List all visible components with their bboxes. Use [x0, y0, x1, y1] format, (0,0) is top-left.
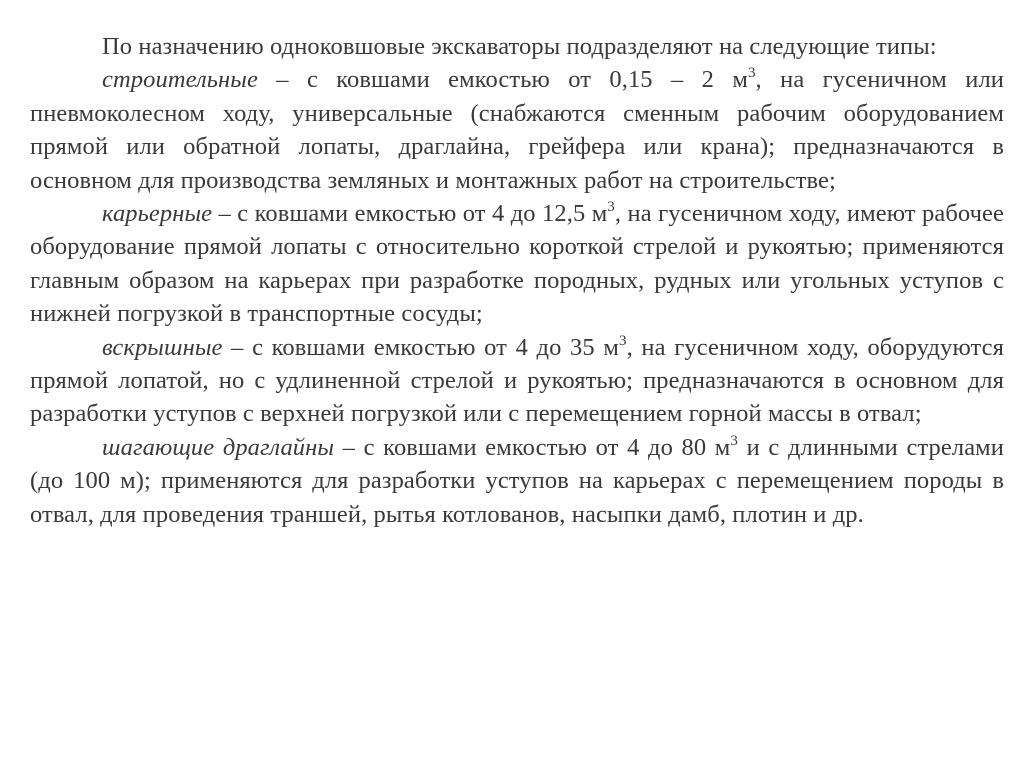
term-quarry: карьерные [102, 200, 213, 228]
paragraph-text: и с длинными стрелами (до 100 м); применяются для разработки уступов на карьерах с перемещением породы в отвал, для проведения траншей, рытья котлованов, насыпки дамб, плотин и др. [30, 433, 1004, 528]
superscript: 3 [747, 65, 756, 82]
paragraph-text: , на гусеничном или пневмоколесном ходу, универсальные (снабжаются сменным рабочим оборудованием прямой или обратной лопаты, драглайна, грейфера или крана); предназначаются в основном для производства земляных и монтажных работ на строительстве; [30, 66, 1004, 194]
paragraph-text: – с ковшами емкостью от 4 до 35 м [222, 333, 619, 361]
paragraph-text: , на гусеничном ходу, оборудуются прямой лопатой, но с удлиненной стрелой и рукоятью; предназначаются в основном для разработки уступов с верхней погрузкой или с перемещением горной массы в отвал; [30, 333, 1004, 428]
paragraph-construction-excavators [30, 63, 1004, 197]
intro-text: По назначению одноковшовые экскаваторы подразделяют на следующие типы: [102, 33, 937, 60]
paragraph-text: , на гусеничном ходу, имеют рабочее оборудование прямой лопаты с относительно короткой стрелой и рукоятью; применяются главным образом на карьерах при разработке породных, рудных или угольных уступов с нижней погрузкой в транспортные сосуды; [30, 200, 1004, 328]
superscript: 3 [730, 432, 739, 449]
term-walking-draglines: шагающие драглайны [102, 433, 335, 461]
document-body [30, 30, 1004, 531]
term-construction: строительные [102, 66, 258, 94]
paragraph-walking-draglines [30, 431, 1004, 531]
intro-paragraph [30, 30, 1004, 63]
paragraph-text: – с ковшами емкостью от 4 до 12,5 м [212, 200, 608, 228]
paragraph-quarry-excavators [30, 197, 1004, 331]
superscript: 3 [607, 199, 615, 216]
superscript: 3 [618, 332, 627, 349]
paragraph-stripping-excavators [30, 331, 1004, 431]
paragraph-text: – с ковшами емкостью от 4 до 80 м [334, 433, 731, 461]
paragraph-text: – с ковшами емкостью от 0,15 – 2 м [257, 66, 748, 94]
term-stripping: вскрышные [102, 333, 223, 361]
